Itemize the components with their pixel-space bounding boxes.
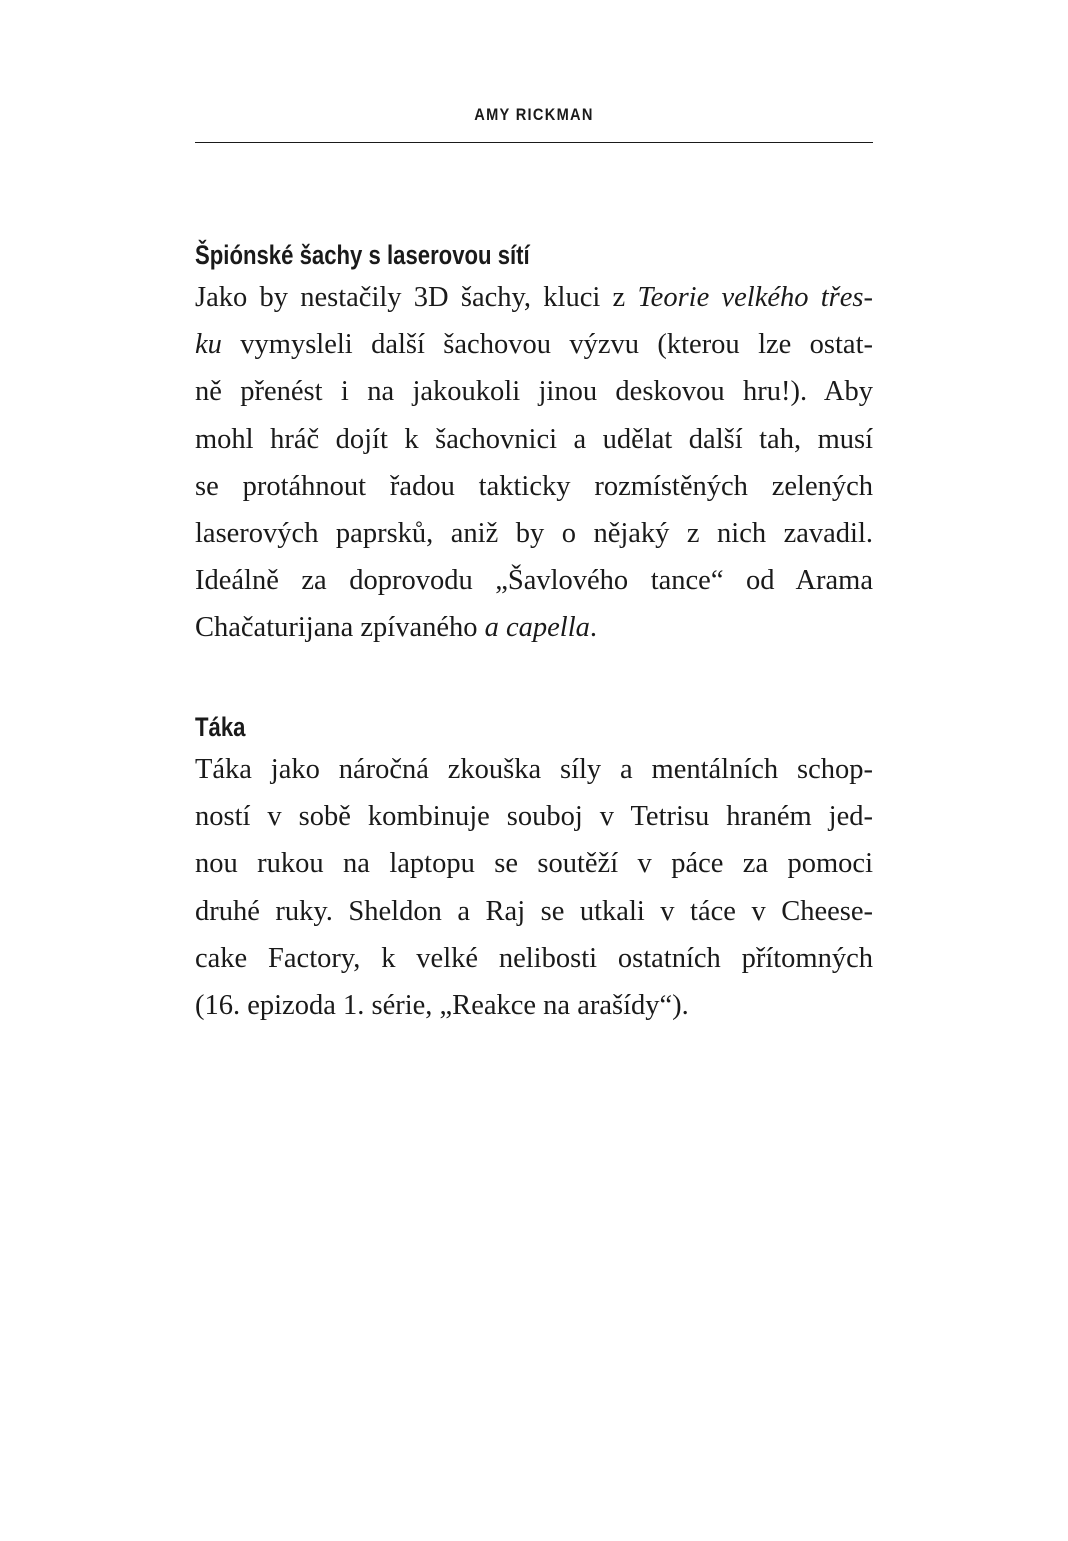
section-heading: Špiónské šachy s laserovou sítí [195, 240, 530, 270]
text-line: ně přenést i na jakoukoli jinou deskovou hru!). Aby [195, 376, 873, 408]
text-line: Chačaturijana zpívaného a capella. [195, 612, 598, 644]
text-line: Ideálně za doprovodu „Šavlového tance“ od Arama [195, 565, 873, 597]
section-paragraph [195, 746, 873, 1029]
text-line: laserových paprsků, aniž by o nějaký z nich zavadil. [195, 518, 873, 550]
section-paragraph [195, 274, 873, 652]
text-line: ku vymysleli další šachovou výzvu (kterou lze ostat- [195, 329, 873, 361]
text-line: cake Factory, k velké nelibosti ostatních přítomných [195, 942, 873, 974]
text-line: ností v sobě kombinuje souboj v Tetrisu hraném jed- [195, 801, 873, 833]
header-rule [195, 142, 873, 143]
text-line: druhé ruky. Sheldon a Raj se utkali v táce v Cheese- [195, 895, 873, 927]
section-spy-chess [195, 235, 873, 652]
section-heading: Táka [195, 712, 246, 742]
section-taka [195, 707, 873, 1029]
text-line: Jako by nestačily 3D šachy, kluci z Teorie velkého třes- [195, 282, 873, 313]
text-line: se protáhnout řadou takticky rozmístěných zelených [195, 470, 873, 502]
text-line: nou rukou na laptopu se soutěží v páce za pomoci [195, 848, 873, 880]
running-head: AMY RICKMAN [474, 105, 594, 124]
text-line: (16. epizoda 1. série, „Reakce na arašídy“). [195, 990, 689, 1022]
text-line: Táka jako náročná zkouška síly a mentálních schop- [195, 754, 873, 785]
text-line: mohl hráč dojít k šachovnici a udělat další tah, musí [195, 423, 873, 455]
